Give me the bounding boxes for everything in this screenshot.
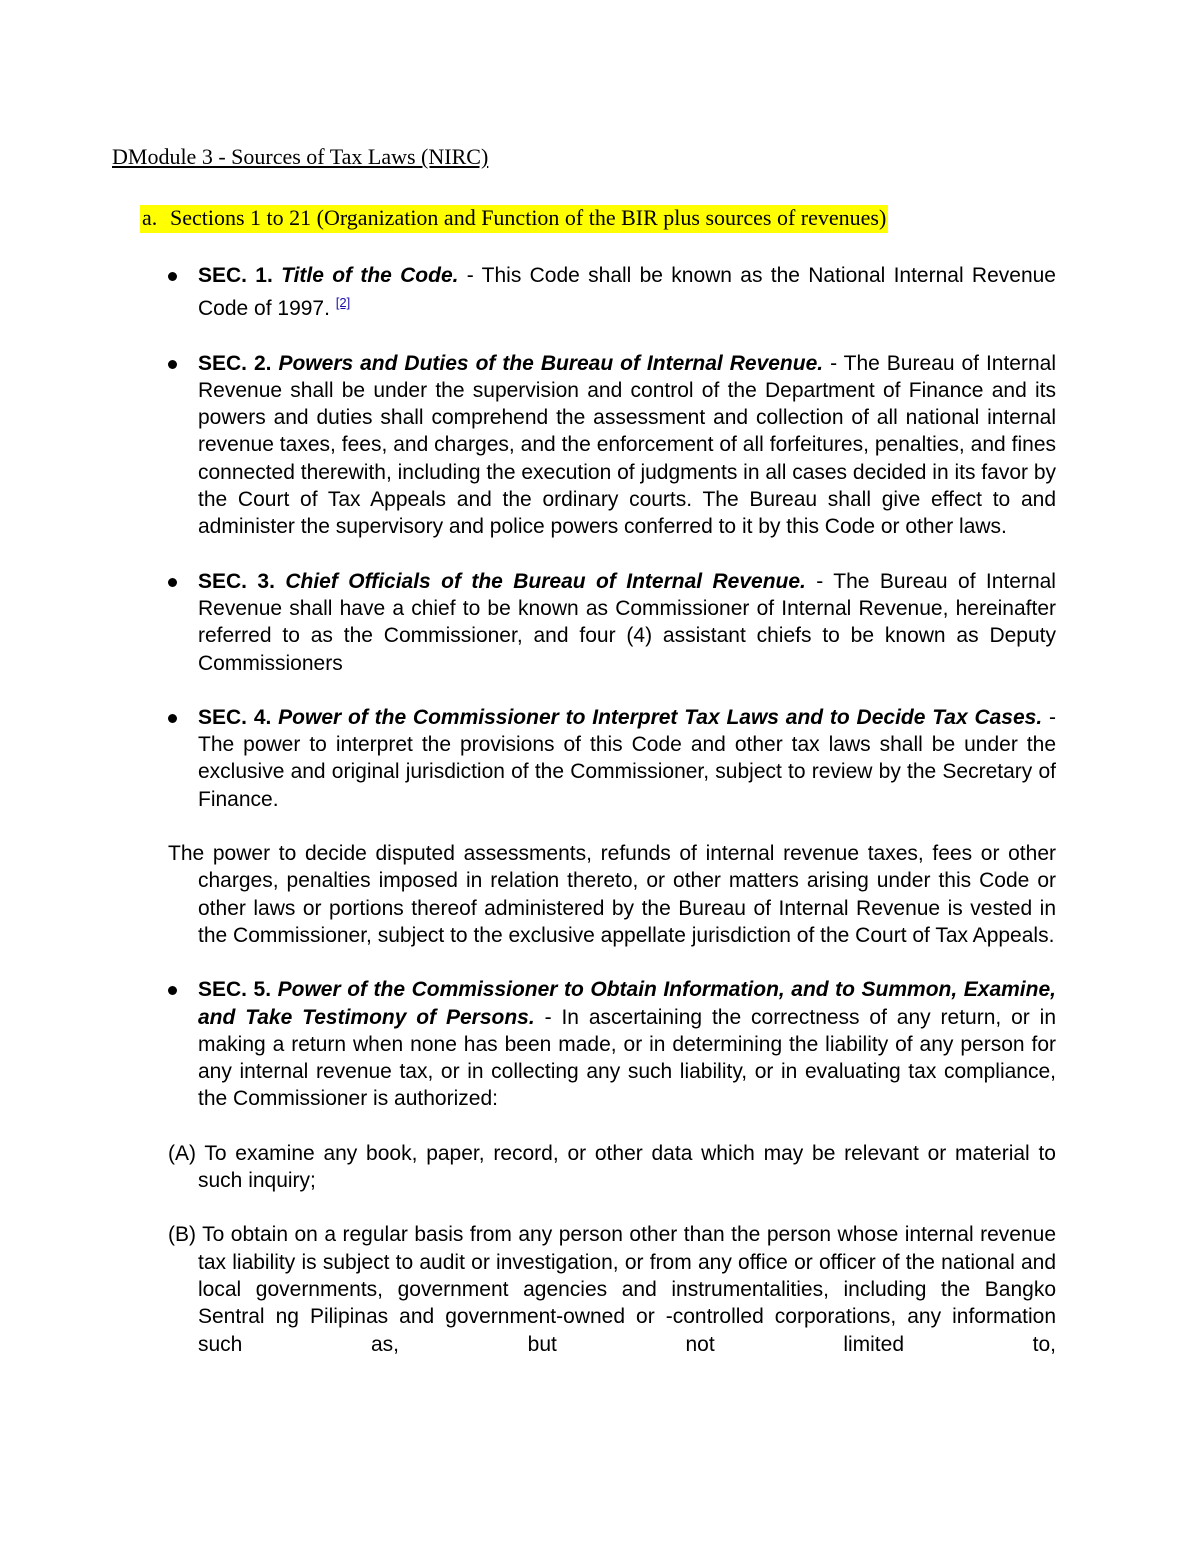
bullet-icon [168,272,177,281]
footnote-reference-link[interactable]: [2] [335,295,351,311]
document-body [168,262,1056,1358]
section-text: - This Code shall be known as the National Internal Revenue Code of 1997. [198,264,1056,321]
section-title: Title of the Code. [281,264,459,287]
section-title: Power of the Commissioner to Interpret Tax Laws and to Decide Tax Cases. [278,705,1043,729]
section-subheading [140,205,888,233]
section-title: Power of the Commissioner to Obtain Information, and to Summon, Examine, and Take Testimony of Persons. [198,978,1056,1029]
bullet-icon [168,578,177,587]
section-title: Powers and Duties of the Bureau of Internal Revenue. [278,351,824,375]
section-item-2 [168,350,1056,541]
section-item-1 [168,262,1056,323]
section-number: SEC. 1. [198,264,273,287]
section-number: SEC. 3. [198,569,275,593]
subheading-marker: a. [142,205,158,230]
section-item-4 [168,704,1056,813]
section-number: SEC. 5. [198,978,272,1002]
section-text: - In ascertaining the correctness of any return, or in making a return when none has been made, or in determining the liability of any person for any internal revenue tax, or in collecting any such liability, or in evaluating tax compliance, the Commissioner is authorized: [198,1005,1057,1111]
section-text: - The Bureau of Internal Revenue shall be under the supervision and control of the Department of Finance and its powers and duties shall comprehend the assessment and collection of all national internal revenue taxes, fees, and charges, and the enforcement of all forfeitures, penalties, and fines connected therewith, including the execution of judgments in all cases decided in its favor by the Court of Tax Appeals and the ordinary courts. The Bureau shall give effect to and administer the supervisory and police powers conferred to it by this Code or other laws. [198,351,1057,539]
section-number: SEC. 2. [198,351,272,375]
bullet-icon [168,360,177,369]
bullet-icon [168,714,177,723]
bullet-icon [168,986,177,995]
sec5-clause-b: (B) To obtain on a regular basis from any person other than the person whose internal revenue tax liability is subject to audit or investigation, or from any office or officer of the national and local governments, government agencies and instrumentalities, including the Bangko Sentral ng Pilipinas and government-owned or -controlled corporations, any information such as, but not limited to, [168,1223,1056,1356]
document-title: DModule 3 - Sources of Tax Laws (NIRC) [112,144,489,169]
section-item-3 [168,568,1056,677]
sec5-clause-a: (A) To examine any book, paper, record, or other data which may be relevant or material to such inquiry; [168,1141,1056,1193]
subheading-text: Sections 1 to 21 (Organization and Function of the BIR plus sources of revenues) [170,205,887,230]
section-number: SEC. 4. [198,705,272,729]
section-text: - The power to interpret the provisions of this Code and other tax laws shall be under the exclusive and original jurisdiction of the Commissioner, subject to review by the Secretary of Finance. [198,705,1056,811]
section-text: - The Bureau of Internal Revenue shall have a chief to be known as Commissioner of Internal Revenue, hereinafter referred to as the Commissioner, and four (4) assistant chiefs to be known as Deputy Commissioners [198,569,1056,675]
sec4-paragraph: The power to decide disputed assessments, refunds of internal revenue taxes, fees or other charges, penalties imposed in relation thereto, or other matters arising under this Code or other laws or portions thereof administered by the Bureau of Internal Revenue is vested in the Commissioner, subject to the exclusive appellate jurisdiction of the Court of Tax Appeals. [168,842,1056,947]
section-title: Chief Officials of the Bureau of Internal Revenue. [285,569,806,593]
section-item-5 [168,976,1056,1112]
